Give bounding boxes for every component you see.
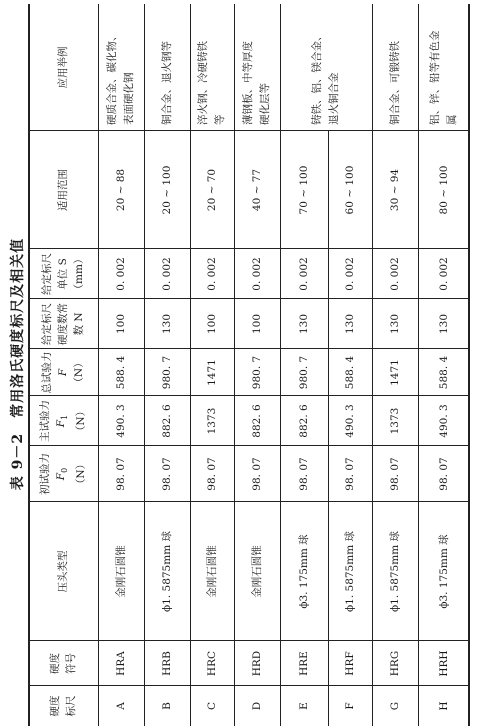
cell-text: HRE — [297, 651, 310, 676]
cell-text: E — [297, 702, 310, 710]
cell-f1 — [190, 396, 234, 446]
cell-text: 20 ~ 100 — [160, 165, 173, 215]
cell-text: 588. 4 — [114, 355, 127, 390]
cell-range — [418, 131, 470, 249]
cell-text: 适用范围 — [57, 169, 69, 211]
cell-text: 给定标尺 — [41, 303, 53, 345]
cell-text: 490. 3 — [114, 404, 127, 438]
cell-text: 98. 07 — [297, 457, 310, 491]
cell-text: HRG — [388, 650, 401, 677]
application-line: 铸铁、铝、镁合金、 — [311, 30, 323, 125]
cell-f — [418, 349, 470, 396]
cell-app — [98, 4, 144, 131]
cell-s — [372, 249, 418, 299]
cell-indenter — [280, 502, 328, 641]
cell-app-merged-e-f — [280, 4, 372, 131]
cell-text: 0. 002 — [297, 257, 310, 291]
cell-text: 0. 002 — [437, 257, 450, 291]
cell-symbol — [418, 641, 470, 686]
cell-text: 98. 07 — [437, 457, 450, 491]
column-rule — [28, 395, 470, 396]
force-symbol — [53, 415, 73, 427]
cell-text: H — [437, 701, 450, 711]
cell-text: 60 ~ 100 — [343, 165, 356, 215]
cell-text: 490. 3 — [437, 404, 450, 438]
cell-text: ϕ3. 175mm 球 — [297, 534, 310, 609]
cell-text: 70 ~ 100 — [297, 165, 310, 215]
cell-symbol — [234, 641, 280, 686]
cell-n — [234, 299, 280, 349]
cell-text: 1471 — [205, 359, 218, 386]
cell-text: HRD — [250, 650, 263, 677]
cell-text: HRA — [114, 651, 127, 676]
cell-symbol — [144, 641, 190, 686]
header-f0 — [28, 446, 98, 502]
cell-text: 98. 07 — [114, 457, 127, 491]
column-rule — [28, 248, 470, 249]
header-n — [28, 299, 98, 349]
cell-symbol — [328, 641, 372, 686]
cell-text: 882. 6 — [250, 404, 263, 438]
cell-text: 金刚石圆锥 — [250, 545, 263, 598]
application-line: 铜合金、可锻铸铁 — [388, 41, 401, 125]
application-text — [104, 10, 138, 125]
cell-f0 — [98, 446, 144, 502]
cell-symbol — [280, 641, 328, 686]
cell-s — [328, 249, 372, 299]
cell-f1 — [280, 396, 328, 446]
cell-text: ϕ3. 175mm 球 — [437, 534, 450, 609]
cell-text: 20 ~ 88 — [114, 168, 127, 212]
cell-text: HRC — [205, 650, 218, 677]
cell-text: 980. 7 — [160, 355, 173, 390]
application-text — [427, 10, 461, 125]
cell-text: 130 — [437, 313, 450, 335]
cell-indenter — [234, 502, 280, 641]
header-range — [28, 131, 98, 249]
cell-f0 — [418, 446, 470, 502]
cell-range — [190, 131, 234, 249]
cell-text: 0. 002 — [160, 257, 173, 291]
cell-text: ϕ1. 5875mm 球 — [388, 531, 401, 612]
application-line: 铜合金、退火钢等 — [160, 41, 173, 125]
cell-s — [190, 249, 234, 299]
cell-symbol — [372, 641, 418, 686]
force-letter: F — [54, 419, 67, 428]
cell-text: 压头类型 — [57, 550, 69, 593]
cell-n — [328, 299, 372, 349]
cell-n — [98, 299, 144, 349]
cell-symbol — [190, 641, 234, 686]
cell-text: （mm） — [73, 253, 85, 295]
cell-s — [234, 249, 280, 299]
cell-range — [234, 131, 280, 249]
table-rule — [372, 4, 373, 726]
application-line: 硬化层等 — [259, 83, 271, 125]
cell-text: HRF — [343, 651, 356, 676]
cell-f0 — [190, 446, 234, 502]
application-line: 属 — [446, 114, 458, 125]
column-rule — [28, 640, 470, 641]
cell-text: HRH — [437, 650, 450, 677]
cell-indenter — [418, 502, 470, 641]
cell-text: 80 ~ 100 — [437, 165, 450, 215]
cell-text: A — [114, 702, 127, 710]
cell-text: 单位 S — [57, 258, 69, 290]
cell-text: 1471 — [388, 359, 401, 386]
cell-f0 — [280, 446, 328, 502]
application-text — [240, 10, 274, 125]
table-rule — [418, 4, 419, 726]
cell-text: 882. 6 — [297, 404, 310, 438]
cell-n — [372, 299, 418, 349]
cell-s — [418, 249, 470, 299]
force-symbol — [53, 468, 73, 480]
cell-n — [144, 299, 190, 349]
cell-text: （N） — [73, 357, 85, 388]
cell-indenter — [144, 502, 190, 641]
cell-scale — [328, 686, 372, 726]
cell-scale — [280, 686, 328, 726]
cell-text: 标尺 — [65, 695, 77, 717]
cell-text: 130 — [160, 313, 173, 335]
cell-f — [280, 349, 328, 396]
cell-text: F — [57, 368, 69, 377]
cell-range — [280, 131, 328, 249]
application-text — [195, 10, 229, 125]
cell-f0 — [372, 446, 418, 502]
cell-text: （N） — [75, 458, 88, 490]
cell-text: 98. 07 — [343, 457, 356, 491]
cell-app — [234, 4, 280, 131]
cell-indenter — [98, 502, 144, 641]
cell-text: 882. 6 — [160, 404, 173, 438]
cell-text: 130 — [343, 313, 356, 335]
cell-text: 硬度 — [49, 653, 61, 674]
cell-text: 数 N — [73, 312, 85, 336]
cell-text: ϕ1. 5875mm 球 — [343, 531, 356, 612]
cell-s — [144, 249, 190, 299]
table-rule — [144, 4, 145, 726]
column-rule — [28, 298, 470, 299]
application-line: 铝、锌、铅等有色金 — [429, 30, 441, 125]
cell-f — [144, 349, 190, 396]
cell-text: ϕ1. 5875mm 球 — [160, 531, 173, 612]
cell-indenter — [328, 502, 372, 641]
cell-scale — [234, 686, 280, 726]
cell-text: 130 — [388, 313, 401, 335]
cell-range — [144, 131, 190, 249]
cell-range — [98, 131, 144, 249]
cell-text: 给定标尺 — [41, 253, 53, 295]
cell-app — [418, 4, 470, 131]
cell-text: 98. 07 — [205, 457, 218, 491]
cell-text: 初试验力 — [38, 453, 51, 495]
application-text — [309, 10, 343, 125]
cell-f1 — [234, 396, 280, 446]
application-text — [159, 10, 176, 125]
application-text — [387, 10, 404, 125]
table-title: 表 9－2 常用洛氏硬度标尺及相关值 — [10, 237, 26, 491]
header-s — [28, 249, 98, 299]
cell-f — [328, 349, 372, 396]
cell-app — [144, 4, 190, 131]
header-indenter — [28, 502, 98, 641]
cell-n — [418, 299, 470, 349]
cell-f1 — [372, 396, 418, 446]
column-rule — [28, 445, 470, 446]
cell-text: 100 — [114, 313, 127, 335]
cell-f1 — [418, 396, 470, 446]
cell-text: 符号 — [65, 653, 77, 674]
cell-text: 金刚石圆锥 — [114, 545, 127, 598]
table-rule — [280, 4, 281, 726]
cell-f1 — [98, 396, 144, 446]
cell-text: C — [205, 701, 218, 711]
table-rule — [328, 131, 329, 726]
cell-text: 1373 — [388, 407, 401, 435]
cell-text: G — [388, 701, 401, 711]
cell-text: F — [343, 702, 356, 710]
table-rule — [468, 4, 470, 726]
cell-app — [372, 4, 418, 131]
cell-f — [372, 349, 418, 396]
cell-text: B — [160, 702, 173, 710]
cell-text: 0. 002 — [388, 257, 401, 291]
cell-s — [98, 249, 144, 299]
column-rule — [28, 501, 470, 502]
cell-text: 总试验力 — [41, 351, 53, 394]
cell-f0 — [328, 446, 372, 502]
force-subscript: 0 — [60, 467, 70, 473]
table-rule — [234, 4, 235, 726]
cell-text: 20 ~ 70 — [205, 168, 218, 212]
application-line: 薄钢板、中等厚度 — [242, 41, 254, 125]
cell-text: 0. 002 — [205, 257, 218, 291]
cell-text: 0. 002 — [250, 257, 263, 291]
cell-scale — [98, 686, 144, 726]
header-symbol — [28, 641, 98, 686]
cell-text: （N） — [75, 405, 88, 437]
header-f — [28, 349, 98, 396]
cell-f1 — [144, 396, 190, 446]
application-line: 表面硬化钢 — [123, 72, 135, 125]
cell-s — [280, 249, 328, 299]
cell-f — [98, 349, 144, 396]
column-rule — [28, 348, 470, 349]
table-rule — [98, 4, 99, 726]
cell-text: 980. 7 — [297, 355, 310, 390]
cell-n — [280, 299, 328, 349]
cell-range — [372, 131, 418, 249]
cell-symbol — [98, 641, 144, 686]
rockwell-hardness-table — [28, 4, 470, 726]
header-app — [28, 4, 98, 131]
application-line: 淬火钢、冷硬铸铁 — [197, 41, 209, 125]
table-rule — [28, 4, 30, 726]
cell-text: 硬度数常 — [57, 303, 69, 345]
cell-f0 — [234, 446, 280, 502]
header-f1 — [28, 396, 98, 446]
cell-f1 — [328, 396, 372, 446]
cell-scale — [372, 686, 418, 726]
cell-text: 0. 002 — [343, 257, 356, 291]
cell-scale — [418, 686, 470, 726]
application-line: 退火铜合金 — [328, 72, 340, 125]
cell-text: 应用举例 — [57, 46, 69, 89]
cell-text: 98. 07 — [160, 457, 173, 491]
cell-n — [190, 299, 234, 349]
cell-text: 490. 3 — [343, 404, 356, 438]
cell-text: 硬度 — [49, 695, 61, 717]
cell-text: 130 — [297, 313, 310, 335]
header-scale — [28, 686, 98, 726]
cell-text: 0. 002 — [114, 257, 127, 291]
column-rule — [28, 685, 470, 686]
cell-text: 98. 07 — [250, 457, 263, 491]
cell-range — [328, 131, 372, 249]
cell-app — [190, 4, 234, 131]
cell-indenter — [372, 502, 418, 641]
table-rule — [190, 4, 191, 726]
cell-scale — [190, 686, 234, 726]
force-letter: F — [54, 472, 67, 481]
cell-indenter — [190, 502, 234, 641]
cell-text: 主试验力 — [38, 400, 51, 442]
cell-text: 588. 4 — [343, 355, 356, 390]
cell-f0 — [144, 446, 190, 502]
cell-text: HRB — [160, 651, 173, 676]
cell-text: 1373 — [205, 407, 218, 435]
cell-text: 98. 07 — [388, 457, 401, 491]
column-rule — [28, 130, 470, 131]
cell-scale — [144, 686, 190, 726]
cell-text: 金刚石圆锥 — [205, 545, 218, 598]
application-line: 硬质合金、碳化物、 — [106, 30, 118, 125]
cell-text: 30 ~ 94 — [388, 168, 401, 212]
cell-text: D — [250, 701, 263, 711]
cell-f — [190, 349, 234, 396]
cell-text: 980. 7 — [250, 355, 263, 390]
cell-text: 40 ~ 77 — [250, 168, 263, 212]
cell-f — [234, 349, 280, 396]
cell-text: 100 — [250, 313, 263, 335]
cell-text: 588. 4 — [437, 355, 450, 390]
cell-text: 100 — [205, 313, 218, 335]
force-subscript: 1 — [60, 414, 70, 420]
application-line: 等 — [214, 114, 226, 125]
